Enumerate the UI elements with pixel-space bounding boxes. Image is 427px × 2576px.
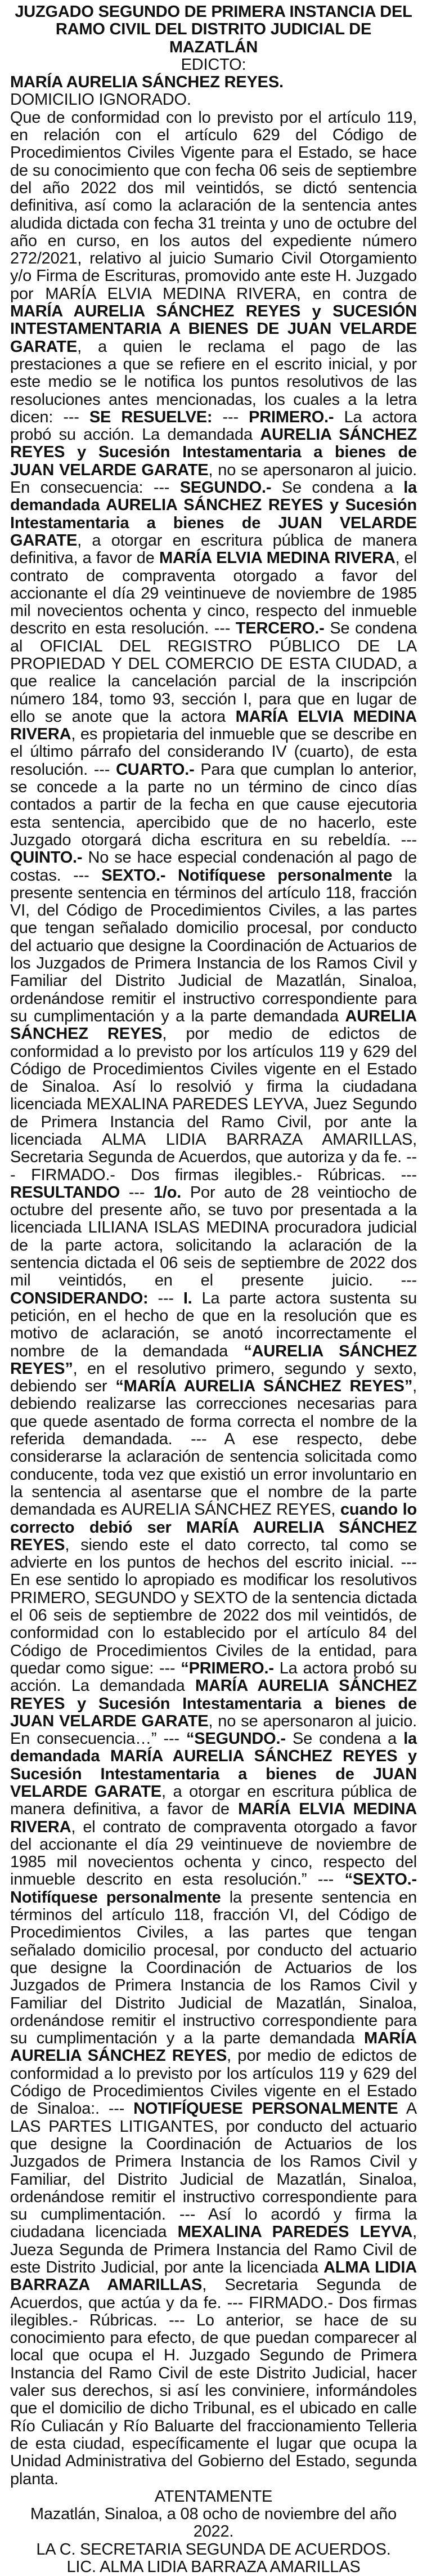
bold-text-run: “SEGUNDO.-	[186, 1730, 286, 1748]
closing-secretary-title: LA C. SECRETARIA SEGUNDA DE ACUERDOS.	[36, 2540, 391, 2559]
text-run: , es propietaria del inmueble que se describe en el último párrafo del considerando IV (cuarto), de esta resolución. ---	[10, 725, 417, 779]
bold-text-run: MEXALINA PAREDES LEYVA	[177, 2223, 413, 2242]
text-run: , no se apersonaron al juicio. En consecuencia…” ---	[10, 1712, 417, 1748]
text-run: la presente sentencia en términos del artículo 118, fracción VI, del Código de Procedimientos Civiles, a las partes que tengan señalado domicilio procesal, por conducto del actuario que designe la Coordinación de Actuarios de los Juzgados de Primera Instancia de los Ramos Civil y Familiar del Distrito Judicial de Mazatlán, Sinaloa, ordenándose remitir el instructivo correspondiente para su cumplimentación y a la parte demandada	[10, 1888, 417, 2048]
text-run: , no se apersonaron al juicio. En consecuencia: ---	[10, 461, 417, 497]
bold-text-run: NOTIFÍQUESE PERSONALMENTE	[133, 2100, 398, 2118]
text-run: , a otorgar en escritura pública de manera definitiva, a favor de	[10, 531, 417, 568]
bold-text-run: MARÍA AURELIA SÁNCHEZ REYES	[10, 2029, 417, 2065]
bold-text-run: MARÍA ELVIA MEDINA RIVERA	[159, 549, 395, 568]
edict-body	[10, 109, 417, 2488]
text-run: , a otorgar en escritura pública de manera definitiva, a favor de	[10, 1782, 417, 1819]
text-run: Para que cumplan lo anterior, se concede a la parte no un término de cinco días contados a partir de la fecha en que cause ejecutoria esta sentencia, apercibido que de no hacerlo, este Juzgado otorgará dicha escritura en su rebeldía. ---	[10, 760, 417, 849]
text-run: ---	[148, 1289, 183, 1307]
text-run: , siendo este el dato correcto, tal como se advierte en los puntos de hechos del escrito inicial. --- En ese sentido lo apropiado es modificar los resolutivos PRIMERO, SEGUNDO y SEXTO de la sentencia dictada el 06 seis de septiembre de 2022 dos mil veintidós, de conformidad con lo establecido por el artículo 84 del Código de Procedimientos Civiles de la entidad, para quedar como sigue: ---	[10, 1535, 417, 1677]
text-run: , Jueza Segunda de Primera Instancia del Ramo Civil de este Distrito Judicial, por ante la licenciada	[10, 2223, 417, 2276]
text-run: Se condena a	[285, 1730, 404, 1748]
bold-text-run: ALMA LIDIA BARRAZA AMARILLAS	[10, 2258, 417, 2294]
text-run: , debiendo realizarse las correcciones necesarias para que quede asentado de forma correcta el nombre de la referida demandada. --- A ese respecto, debe considerarse la aclaración de sentencia solicitada como conducente, toda vez que existió un error involuntario en la sentencia al asentarse que el nombre de la parte demandada es AURELIA SÁNCHEZ REYES,	[10, 1377, 417, 1519]
closing-place-date: Mazatlán, Sinaloa, a 08 ocho de noviembre del año 2022.	[30, 2505, 397, 2541]
addressee-name: MARÍA AURELIA SÁNCHEZ REYES.	[10, 73, 284, 92]
bold-text-run: CUARTO.-	[115, 760, 195, 779]
bold-text-run: SEXTO.- Notifíquese personalmente	[101, 866, 393, 885]
bold-text-run: RESULTANDO	[10, 1183, 120, 1202]
bold-text-run: AURELIA SÁNCHEZ REYES y Sucesión Intestamentaria a bienes de JUAN VELARDE GARATE	[10, 426, 417, 479]
text-run: , a quien le reclama el pago de las prestaciones a que se refiere en el escrito inicial, y por este medio se le notifica los puntos resolutivos de las resoluciones antes mencionadas, los cuales a la letra dicen: ---	[10, 337, 417, 426]
court-title-line-1: JUZGADO SEGUNDO DE PRIMERA INSTANCIA DEL	[15, 3, 412, 21]
bold-text-run: MARÍA ELVIA MEDINA RIVERA	[10, 707, 417, 744]
bold-text-run: la demandada AURELIA SÁNCHEZ REYES y Sucesión Intestamentaria a bienes de JUAN VELARDE GARATE	[10, 479, 417, 550]
bold-text-run: “AURELIA SÁNCHEZ REYES”	[10, 1342, 417, 1378]
edicto-heading: EDICTO:	[181, 55, 246, 74]
bold-text-run: MARÍA AURELIA SÁNCHEZ REYES y SUCESIÓN INTESTAMENTARIA A BIENES DE JUAN VELARDE GARATE	[10, 302, 417, 356]
bold-text-run: 1/o.	[153, 1183, 182, 1202]
court-title-line-2: RAMO CIVIL DEL DISTRITO JUDICIAL DE MAZATLÁN	[55, 20, 372, 56]
text-run: Se condena al OFICIAL DEL REGISTRO PÚBLICO DE LA PROPIEDAD Y DEL COMERCIO DE ESTA CIUDAD, a que realice la cancelación parcial de la inscripción número 184, tomo 93, sección I, para que en lugar de ello se anote que la actora	[10, 619, 417, 726]
text-run: , por medio de edictos de conformidad a lo previsto por los artículos 119 y 629 del Código de Procedimientos Civiles vigente en el Estado de Sinaloa. Así lo resolvió y firma la ciudadana licenciada MEXALINA PAREDES LEYVA, Juez Segundo de Primera Instancia del Ramo Civil, por ante la licenciada ALMA LIDIA BARRAZA AMARILLAS, Secretaria Segunda de Acuerdos, que autoriza y da fe. --- FIRMADO.- Dos firmas ilegibles.- Rúbricas. ---	[10, 1025, 417, 1184]
domicilio-line: DOMICILIO IGNORADO.	[10, 91, 191, 109]
bold-text-run: la demandada MARÍA AURELIA SÁNCHEZ REYES y Sucesión Intestamentaria a bienes de JUAN VELARDE GARATE	[10, 1730, 417, 1801]
bold-text-run: TERCERO.-	[235, 619, 325, 638]
bold-text-run: SE RESUELVE:	[89, 408, 213, 426]
text-run: , el contrato de compraventa otorgado a favor del accionante el día 29 veintinueve de noviembre de 1985 mil novecientos ochenta y cinco, respecto del inmueble descrito en esta resolución.” ---	[10, 1818, 417, 1889]
text-run: La actora probó su acción. La demandada	[10, 408, 417, 444]
bold-text-run: “SEXTO.- Notifíquese personalmente	[10, 1870, 417, 1907]
bold-text-run: MARÍA AURELIA SÁNCHEZ REYES y Sucesión Intestamentaria a bienes de JUAN VELARDE GARATE	[10, 1677, 417, 1730]
closing-atentamente: ATENTAMENTE	[154, 2487, 273, 2506]
bold-text-run: SEGUNDO.-	[179, 479, 272, 497]
bold-text-run: CONSIDERANDO:	[10, 1289, 149, 1307]
text-run: Se condena a	[271, 479, 404, 497]
bold-text-run: AURELIA SÁNCHEZ REYES	[10, 1007, 417, 1043]
text-run: , por medio de edictos de conformidad a lo previsto por los artículos 119 y 629 del Código de Procedimientos Civiles vigente en el Estado de Sinaloa:. ---	[10, 2047, 417, 2118]
text-run: , en el resolutivo primero, segundo y sexto, debiendo ser	[10, 1359, 417, 1396]
text-run: ---	[212, 408, 249, 426]
text-run: ---	[120, 1183, 154, 1202]
text-run: La parte actora sustenta su petición, en el hecho de que en la resolución que es motivo de aclaración, se anotó incorrectamente el nombre de la demandada	[10, 1289, 417, 1360]
bold-text-run: “PRIMERO.-	[181, 1659, 274, 1677]
text-run: , el contrato de compraventa otorgado a favor del accionante el día 29 veintinueve de noviembre de 1985 mil novecientos ochenta y cinco, respecto del inmueble descrito en esta resolución. ---	[10, 549, 417, 638]
text-run: la presente sentencia en términos del artículo 118, fracción VI, del Código de Procedimientos Civiles, a las partes que tengan señalado domicilio procesal, por conducto del actuario que designe la Coordinación de Actuarios de los Juzgados de Primera Instancia de los Ramos Civil y Familiar del Distrito Judicial de Mazatlán, Sinaloa, ordenándose remitir el instructivo correspondiente para su cumplimentación y a la parte demandada	[10, 866, 417, 1025]
text-run: Por auto de 28 veintiocho de octubre del presente año, se tuvo por presentada a la licenciada LILIANA ISLAS MEDINA procuradora judicial de la parte actora, solicitando la aclaración de la sentencia dictada el 06 seis de septiembre de 2022 dos mil veintidós, en el presente juicio. ---	[10, 1183, 417, 1290]
closing-secretary-name: LIC. ALMA LIDIA BARRAZA AMARILLAS	[66, 2558, 361, 2576]
bold-text-run: cuando lo correcto debió ser MARÍA AURELIA SÁNCHEZ REYES	[10, 1501, 417, 1554]
bold-text-run: “MARÍA AURELIA SÁNCHEZ REYES”	[115, 1377, 413, 1396]
text-run: Que de conformidad con lo previsto por el artículo 119, en relación con el artículo 629 del Código de Procedimientos Civiles Vigente para el Estado, se hace de su conocimiento que con fecha 06 seis de septiembre del año 2022 dos mil veintidós, se dictó sentencia definitiva, así como la aclaración de la sentencia antes aludida dictada con fecha 31 treinta y uno de octubre del año en curso, en los autos del expediente número 272/2021, relativo al juicio Sumario Civil Otorgamiento y/o Firma de Escrituras, promovido ante este H. Juzgado por MARÍA ELVIA MEDINA RIVERA, en contra de	[10, 108, 417, 303]
text-run: , Secretaria Segunda de Acuerdos, que actúa y da fe. --- FIRMADO.- Dos firmas ilegibles.- Rúbricas. --- Lo anterior, se hace de su conocimiento para efecto, de que puedan comparecer al local que ocupa el H. Juzgado Segundo de Primera Instancia del Ramo Civil de este Distrito Judicial, hacer valer sus derechos, si así les conviniere, informándoles que el domicilio de dicho Tribunal, es el ubicado en calle Río Culiacán y Río Baluarte del fraccionamiento Telleria de esta ciudad, específicamente el lugar que ocupa la Unidad Administrativa del Gobierno del Estado, segunda planta.	[10, 2276, 417, 2488]
bold-text-run: QUINTO.-	[10, 849, 83, 867]
text-run: La actora probó su acción. La demandada	[10, 1659, 417, 1695]
text-run: A LAS PARTES LITIGANTES, por conducto del actuario que designe la Coordinación de Actuarios de los Juzgados de Primera Instancia de los Ramos Civil y Familiar, del Distrito Judicial de Mazatlán, Sinaloa, ordenándose remitir el instructivo correspondiente para su cumplimentación. --- Así lo acordó y firma la ciudadana licenciada	[10, 2100, 417, 2242]
text-run: No se hace especial condenación al pago de costas. ---	[10, 849, 417, 885]
bold-text-run: I.	[183, 1289, 192, 1307]
bold-text-run: MARÍA ELVIA MEDINA RIVERA	[10, 1800, 417, 1836]
bold-text-run: PRIMERO.-	[249, 408, 334, 426]
